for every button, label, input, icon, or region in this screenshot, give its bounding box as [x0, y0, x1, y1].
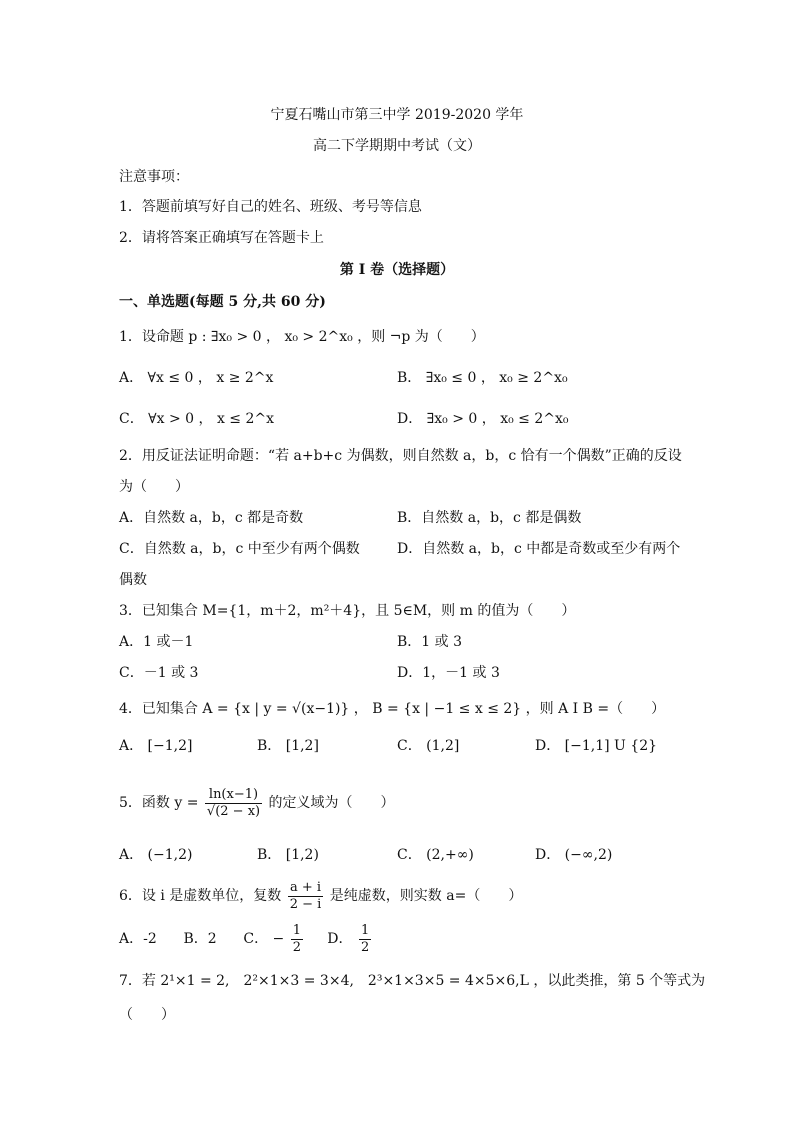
q2-option-d-wrap: 偶数: [119, 572, 147, 588]
q3-option-d: D．1，－1 或 3: [397, 665, 500, 681]
q6-fraction: [288, 880, 324, 913]
q4-stem: 4．已知集合 A = {x | y = √(x−1)} ， B = {x | −1 ≤ x ≤ 2} ，则 A I B =（ ）: [119, 701, 666, 717]
q4-option-a: A． [−1,2]: [119, 738, 193, 754]
q6-option-c-num: 1: [292, 922, 301, 938]
q6-option-a: A．-2: [119, 931, 157, 947]
notes-item-1: 1．答题前填写好自己的姓名、班级、考号等信息: [119, 199, 422, 215]
q3-stem: 3．已知集合 M={1，m＋2，m²＋4}，且 5∈M，则 m 的值为（ ）: [119, 603, 576, 619]
q1-option-b: B． ∃x₀ ≤ 0 ， x₀ ≥ 2^x₀: [397, 370, 568, 386]
q6-denominator: 2 − i: [289, 896, 322, 912]
q3-option-c: C．－1 或 3: [119, 665, 199, 681]
q6-option-c-den: 2: [292, 939, 301, 955]
q5-suffix: 的定义域为（ ）: [268, 795, 395, 811]
q2-stem-line1: 2．用反证法证明命题：“若 a+b+c 为偶数，则自然数 a，b，c 恰有一个偶数”正确的反设: [119, 448, 682, 464]
q2-option-a: A．自然数 a，b，c 都是奇数: [119, 510, 304, 526]
q5-denominator: √(2 − x): [206, 803, 261, 819]
part-title: 一、单选题(每题 5 分,共 60 分): [119, 294, 326, 310]
q6-option-d: [327, 922, 373, 955]
q6-prefix: 6．设 i 是虚数单位，复数: [119, 888, 282, 904]
q5-numerator: ln(x−1): [205, 787, 262, 804]
q6-suffix: 是纯虚数，则实数 a=（ ）: [329, 888, 523, 904]
q4-option-b: B． [1,2]: [257, 738, 319, 754]
q5-option-b: B． [1,2): [257, 847, 319, 863]
q1-option-a: A． ∀x ≤ 0 ， x ≥ 2^x: [119, 370, 274, 386]
q5-option-a: A． (−1,2): [119, 847, 193, 863]
volume-title: 第 I 卷（选择题）: [339, 262, 455, 278]
q2-option-d: D．自然数 a，b，c 中都是奇数或至少有两个: [397, 541, 681, 557]
q2-option-b: B．自然数 a，b，c 都是偶数: [397, 510, 582, 526]
q6-numerator: a + i: [288, 880, 324, 897]
q5-stem: [119, 783, 395, 823]
q4-option-c: C． (1,2]: [397, 738, 460, 754]
notes-heading: 注意事项：: [119, 169, 189, 185]
q5-option-d: D． (−∞,2): [535, 847, 613, 863]
q7-stem-line1: 7．若 2¹×1 = 2, 2²×1×3 = 3×4, 2³×1×3×5 = 4×5×6,L ，以此类推，第 5 个等式为: [119, 973, 706, 989]
q3-option-b: B．1 或 3: [397, 634, 463, 650]
q7-stem-line2: （ ）: [119, 1007, 175, 1023]
q6-option-c-label: C． −: [243, 931, 285, 947]
q6-options: [119, 920, 373, 958]
q1-option-c: C． ∀x > 0 ， x ≤ 2^x: [119, 411, 275, 427]
q5-prefix: 5．函数 y =: [119, 795, 199, 811]
q6-option-d-den: 2: [360, 939, 370, 955]
q2-stem-line2: 为（ ）: [119, 479, 189, 495]
q1-stem: 1．设命题 p : ∃x₀ > 0 ， x₀ > 2^x₀ ，则 ¬p 为（ ）: [119, 329, 485, 345]
q6-option-d-label: D．: [327, 931, 353, 947]
q6-option-d-fraction: [359, 923, 371, 956]
q5-fraction: [205, 787, 262, 820]
q6-option-c: [243, 922, 309, 955]
q6-stem: [119, 877, 522, 915]
q1-option-d: D． ∃x₀ > 0 ， x₀ ≤ 2^x₀: [397, 411, 569, 427]
exam-subtitle: 高二下学期期中考试（文）: [313, 138, 481, 154]
q4-option-d: D． [−1,1] U {2}: [535, 738, 658, 754]
notes-item-2: 2．请将答案正确填写在答题卡上: [119, 230, 324, 246]
q5-option-c: C． (2,+∞): [397, 847, 474, 863]
q2-option-c: C．自然数 a，b，c 中至少有两个偶数: [119, 541, 360, 557]
q6-option-c-fraction: [291, 923, 303, 956]
exam-title: 宁夏石嘴山市第三中学 2019-2020 学年: [270, 107, 524, 123]
q6-option-b: B．2: [183, 931, 217, 947]
q3-option-a: A．1 或－1: [119, 634, 194, 650]
q6-option-d-num: 1: [360, 922, 370, 938]
